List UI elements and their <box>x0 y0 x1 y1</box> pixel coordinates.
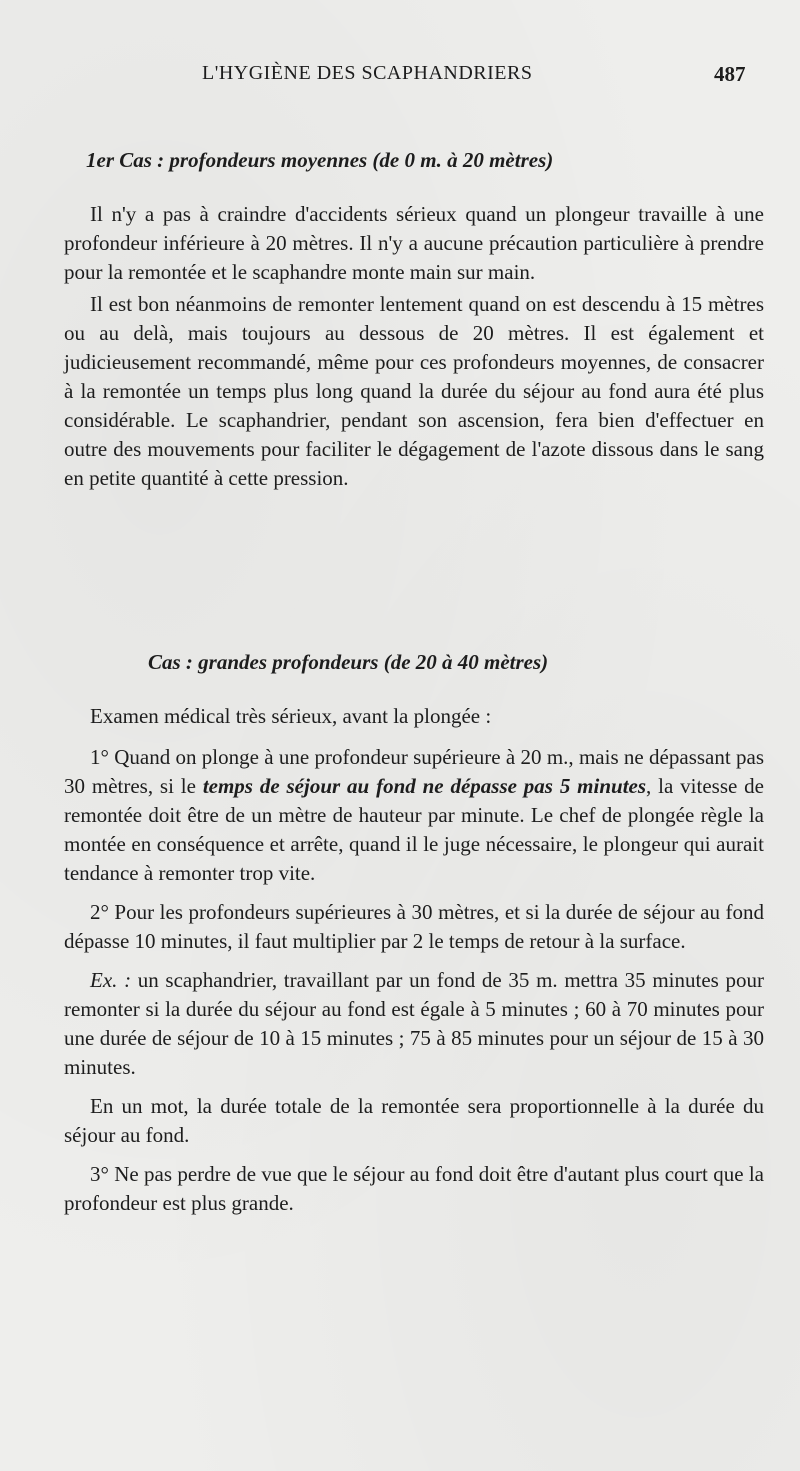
example-paragraph <box>64 966 764 1082</box>
paragraph <box>64 1092 764 1150</box>
section-body-great-depths <box>64 702 764 1218</box>
paragraph <box>64 702 764 731</box>
paragraph <box>64 200 764 287</box>
item-emphasis: temps de séjour au fond ne dépasse pas 5 minutes <box>202 774 647 798</box>
item-text: 3° Ne pas perdre de vue que le séjour au fond doit être d'autant plus court que la profondeur est plus grande. <box>64 1162 764 1215</box>
item-text: 2° Pour les profondeurs supérieures à 30 mètres, et si la durée de séjour au fond dépasse 10 minutes, il faut multiplier par 2 le temps de retour à la surface. <box>64 900 764 953</box>
section-heading-great-depths: Cas : grandes profondeurs (de 20 à 40 mètres) <box>148 650 549 674</box>
page-number: 487 <box>714 62 746 86</box>
item-text: , la vitesse de remontée doit être de un mètre de hauteur par minute. Le chef de plongée règle la montée en conséquence et arrête, quand il le juge nécessaire, le plongeur qui aurait tendance à remonter trop vite. <box>64 774 764 885</box>
item-text: 1° Quand on plonge à une profondeur supérieure à 20 m., mais ne dépassant pas 30 mètres, si le <box>64 745 764 798</box>
running-title: L'HYGIÈNE DES SCAPHANDRIERS <box>202 62 533 84</box>
list-item <box>64 898 764 956</box>
page-header <box>0 62 800 92</box>
medical-exam-note: Examen médical très sérieux, avant la plongée : <box>90 704 492 728</box>
paragraph-text: Il n'y a pas à craindre d'accidents sérieux quand un plongeur travaille à une profondeur inférieure à 20 mètres. Il n'y a aucune précaution particulière à prendre pour la remontée et le scaphandre monte main sur main. <box>64 202 764 284</box>
list-item <box>64 743 764 888</box>
section-heading-moderate-depths: 1er Cas : profondeurs moyennes (de 0 m. à 20 mètres) <box>86 148 554 172</box>
example-label: Ex. : <box>90 968 132 992</box>
section-body-moderate-depths <box>64 200 764 493</box>
paragraph-text: Il est bon néanmoins de remonter lentement quand on est descendu à 15 mètres ou au delà, mais toujours au dessous de 20 mètres. Il est également et judicieusement recommandé, même pour ces profondeurs moyennes, de consacrer à la remontée un temps plus long quand la durée du séjour au fond aura été plus considérable. Le scaphandrier, pendant son ascension, fera bien d'effectuer en outre des mouvements pour faciliter le dégagement de l'azote dissous dans le sang en petite quantité à cette pression. <box>64 292 764 490</box>
list-item <box>64 1160 764 1218</box>
example-text: un scaphandrier, travaillant par un fond de 35 m. mettra 35 minutes pour remonter si la durée du séjour au fond est égale à 5 minutes ; 60 à 70 minutes pour une durée de séjour de 10 à 15 minutes ; 75 à 85 minutes pour un séjour de 15 à 30 minutes. <box>64 968 764 1079</box>
summary-text: En un mot, la durée totale de la remontée sera proportionnelle à la durée du séjour au fond. <box>64 1094 764 1147</box>
paragraph <box>64 290 764 493</box>
